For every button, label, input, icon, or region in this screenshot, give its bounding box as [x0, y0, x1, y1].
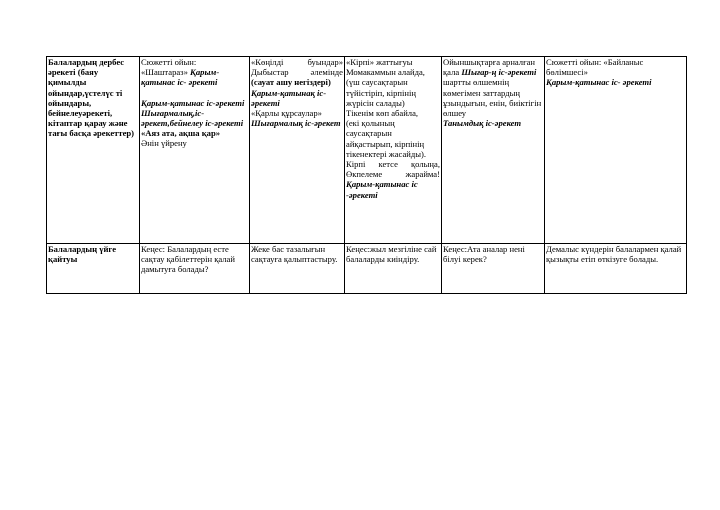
cell-text: Кірпі кетсе қолыңа,	[346, 159, 440, 170]
cell-text: Тікенім көп абайла,	[346, 108, 419, 119]
row-label-independent-activity	[47, 57, 140, 244]
cell-activity-type: Қарым-қатынас іс-әрекеті	[141, 97, 245, 108]
cell-text: Сюжетті ойын: «Байланыс бөлімшесі»	[546, 57, 644, 78]
cell-thursday-activity	[442, 57, 545, 244]
cell-text: Демалыс күндерін балалармен қалай қызықты етіп өткізуге болады.	[546, 244, 682, 265]
cell-text: (үш саусақтарын түйістіріп, кірпінің жүрісін салады)	[346, 77, 417, 108]
cell-text: Сюжетті ойын:	[141, 57, 197, 67]
cell-text: Әнін үйрену	[141, 138, 187, 149]
cell-text: Жеке бас тазалығын сақтауға қалыптастыру.	[251, 244, 338, 265]
cell-text: Кеңес: Балалардың есте сақтау қабілеттерін қалай дамытуға болады?	[141, 244, 235, 275]
cell-subject: (сауат ашу негіздері)	[251, 77, 331, 88]
cell-tuesday-advice	[250, 244, 345, 294]
table-row	[47, 57, 687, 244]
cell-activity-type: Қарым-қатынақ іс-әрекеті	[251, 87, 327, 108]
cell-text: (екі қолының саусақтарын айқастырып, кірпінің тікенектері жасайды).	[346, 118, 427, 159]
row-label-text: Балалардың дербес әрекеті (баяу қимылды ойындар,үстелүс ті ойындары, бейнелеуәрекеті, кітаптар қарау және тағы басқа әрекеттер)	[48, 57, 135, 139]
cell-activity-type: Шығармалық,іс-әрекет,бейнелеу іс-әрекеті	[141, 107, 244, 129]
cell-activity-type: Қарым-қатынас іс -әрекеті	[346, 179, 418, 200]
cell-text: Ойыншықтарға арналған қала	[443, 57, 536, 78]
cell-wednesday-advice	[345, 244, 442, 294]
cell-activity-type: Шығармалық іс-әрекет	[251, 118, 341, 129]
cell-friday-advice	[545, 244, 687, 294]
row-label-going-home	[47, 244, 140, 294]
table-row	[47, 244, 687, 294]
cell-text: «Кірпі» жаттығуы	[346, 57, 413, 67]
cell-activity-type: Қарым-қатынас іс- әрекеті	[141, 67, 220, 88]
cell-text: «Қарлы құрсаулар»	[251, 108, 322, 119]
cell-wednesday-activity	[345, 57, 442, 244]
cell-text: шартты өлшемнің көмегімен заттардың ұзындығын, енін, биіктігін өлшеу	[443, 77, 542, 119]
cell-activity-type: Шығар-ң іс-әрекеті	[461, 67, 537, 78]
row-label-text: Балалардың үйге қайтуы	[48, 244, 117, 265]
cell-tuesday-activity	[250, 57, 345, 244]
cell-text: Момакаммын алайда,	[346, 67, 425, 78]
cell-text: Өкпелеме жарайма!	[346, 169, 440, 180]
cell-monday-activity	[140, 57, 250, 244]
cell-friday-activity	[545, 57, 687, 244]
cell-text: Кеңес:жыл мезгіліне сай балаларды киіндіру.	[346, 244, 437, 265]
cell-monday-advice	[140, 244, 250, 294]
cell-thursday-advice	[442, 244, 545, 294]
cell-activity-type: Танымдық іс-әрекет	[443, 118, 522, 129]
cell-text: «Көңілді буындар»	[251, 57, 343, 67]
cell-text: Дыбыстар әлемінде	[251, 67, 343, 78]
cell-song-title: «Аяз ата, ақша қар»	[141, 128, 221, 139]
cell-activity-type: Қарым-қатынас іс- әрекеті	[546, 77, 652, 88]
schedule-table	[46, 56, 687, 294]
cell-text: «Шаштараз»	[141, 67, 188, 78]
cell-text: Кеңес:Ата аналар нені білуі керек?	[443, 244, 525, 265]
